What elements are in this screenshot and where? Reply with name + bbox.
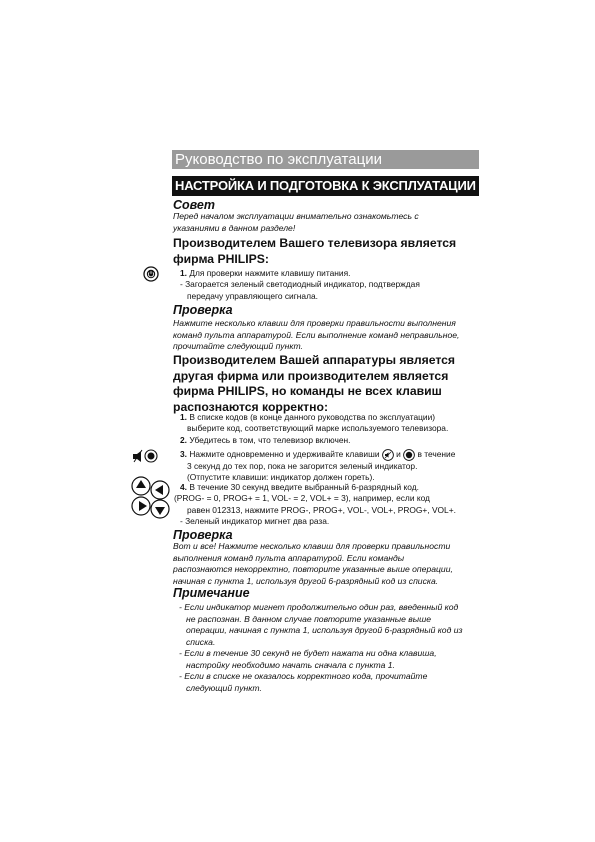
- step-number: 1.: [180, 268, 187, 278]
- check-line: распознаются некорректно, повторите указанные выше операции,: [173, 564, 453, 575]
- remark-title: Примечание: [173, 586, 250, 600]
- step-text: (PROG- = 0, PROG+ = 1, VOL- = 2, VOL+ = 3), например, если код: [174, 493, 430, 504]
- heading-line: фирма PHILIPS:: [173, 251, 269, 266]
- step-text: выберите код, соответствующий марке используемого телевизора.: [187, 423, 449, 434]
- remark-line: списка.: [186, 636, 216, 647]
- check2-title: Проверка: [173, 528, 233, 542]
- tip-line: Перед началом эксплуатации внимательно ознакомьтесь с: [173, 211, 419, 221]
- tip-title: Совет: [173, 198, 215, 212]
- check-line: Нажмите несколько клавиш для проверки правильности выполнения: [173, 318, 456, 328]
- power-key-icon: [403, 449, 415, 461]
- tip-text: [173, 211, 483, 234]
- step-text: - Зеленый индикатор мигнет два раза.: [180, 515, 330, 526]
- other-brand-step-3: [180, 449, 480, 484]
- remark-line: - Если в списке не оказалось корректного кода, прочитайте: [179, 671, 428, 681]
- step-number: 4.: [180, 482, 187, 492]
- heading-line: другая фирма или производителем является: [173, 368, 449, 383]
- step-number: 2.: [180, 434, 187, 445]
- check-line: выполнения команд пульта аппаратурой. Если команды: [173, 552, 405, 563]
- power-button-icon: [143, 266, 159, 282]
- philips-heading: [173, 236, 473, 267]
- step-text: в течение: [417, 449, 456, 460]
- remark-item: [179, 671, 481, 694]
- step-sub-line: передачу управляющего сигнала.: [187, 290, 318, 301]
- other-brand-steps-1-2: [180, 412, 480, 446]
- manual-title-banner: [172, 150, 479, 169]
- step-text: Для проверки нажмите клавишу питания.: [187, 268, 351, 278]
- step-text: и: [396, 449, 401, 460]
- step-text: (Отпустите клавиши: индикатор должен гореть).: [187, 472, 375, 483]
- step-number: 1.: [180, 412, 187, 422]
- step-sub-line: - Загорается зеленый светодиодный индикатор, подтверждая: [180, 279, 420, 290]
- mute-key-icon: [382, 449, 394, 461]
- remark-line: - Если в течение 30 секунд не будет нажата ни одна клавиша,: [179, 648, 437, 658]
- step-text: 3 секунд до тех пор, пока не загорится зеленый индикатор.: [187, 461, 418, 471]
- heading-line: Производителем Вашей аппаратуры является: [173, 353, 456, 367]
- remark-item: [179, 648, 481, 671]
- remark-line: не распознан. В данном случае повторите указанные выше: [186, 613, 431, 624]
- other-brand-step-4: [174, 482, 480, 527]
- remark-list: [179, 602, 481, 694]
- remark-line: настройку необходимо начать сначала с пункта 1.: [186, 659, 395, 670]
- check-line: прочитайте следующий пункт.: [173, 341, 303, 352]
- step-text: равен 012313, нажмите PROG-, PROG+, VOL-, VOL+, PROG+, VOL+.: [187, 504, 456, 515]
- check-line: Вот и все! Нажмите несколько клавиш для проверки правильности: [173, 541, 451, 551]
- heading-line: распознаются корректно:: [173, 399, 329, 414]
- step-text: В течение 30 секунд введите выбранный 6-разрядный код.: [187, 482, 419, 492]
- check-line: команд пульта аппаратурой. Если выполнение команд неправильное,: [173, 329, 460, 340]
- prog-vol-keys-icon: [131, 475, 171, 519]
- check2-text: [173, 541, 483, 587]
- step-text: В списке кодов (в конце данного руководства по эксплуатации): [187, 412, 436, 422]
- check1-title: Проверка: [173, 303, 233, 317]
- check-line: начиная с пункта 1, используя другой 6-разрядный код из списка.: [173, 575, 439, 586]
- tip-line: указаниями в данном разделе!: [173, 222, 296, 233]
- heading-line: фирма PHILIPS, но команды не всех клавиш: [173, 384, 442, 398]
- heading-line: Производителем Вашего телевизора является: [173, 236, 457, 250]
- manual-title: Руководство по эксплуатации: [175, 151, 382, 168]
- section-title: НАСТРОЙКА И ПОДГОТОВКА К ЭКСПЛУАТАЦИИ: [175, 178, 476, 193]
- remark-line: - Если индикатор мигнет продолжительно один раз, введенный код: [179, 602, 459, 612]
- check1-text: [173, 318, 483, 353]
- step-number: 3.: [180, 449, 187, 460]
- step-text: Нажмите одновременно и удерживайте клавиши: [187, 449, 380, 460]
- other-brand-heading: [173, 353, 473, 415]
- remark-item: [179, 602, 481, 648]
- step-text: Убедитесь в том, что телевизор включен.: [187, 434, 351, 445]
- remark-line: операции, начиная с пункта 1, используя другой 6-разрядный код из: [186, 625, 463, 635]
- remark-line: следующий пункт.: [186, 682, 262, 693]
- mute-power-keys-icon: [132, 449, 158, 463]
- section-title-banner: [172, 176, 479, 196]
- philips-step-1: [180, 268, 480, 302]
